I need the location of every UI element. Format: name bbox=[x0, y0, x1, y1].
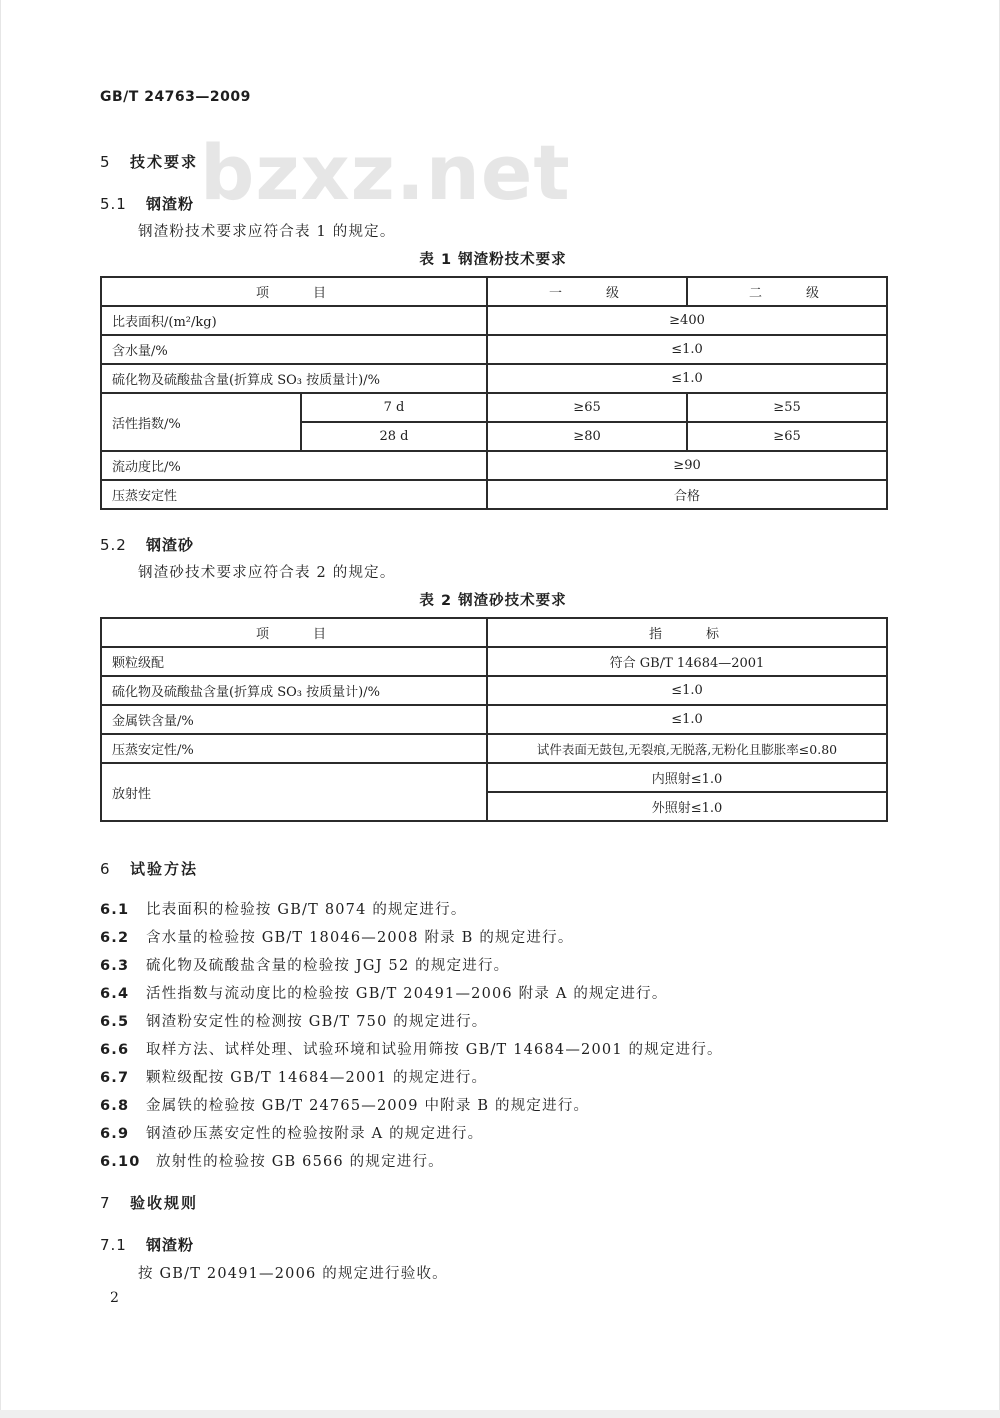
list-item bbox=[100, 954, 509, 975]
table-row bbox=[101, 306, 887, 335]
grade2-value: ≥55 bbox=[687, 393, 887, 422]
section-number: 5.2 bbox=[100, 536, 127, 554]
table-row bbox=[101, 763, 887, 792]
header-cell-grade1: 一 级 bbox=[487, 277, 687, 306]
row-value: ≤1.0 bbox=[487, 705, 887, 734]
item-text: 颗粒级配按 GB/T 14684—2001 的规定进行。 bbox=[146, 1070, 488, 1086]
row-label: 流动度比/% bbox=[101, 451, 487, 480]
header-cell-item: 项 目 bbox=[101, 618, 487, 647]
row-value: ≥400 bbox=[487, 306, 887, 335]
row-value: 符合 GB/T 14684—2001 bbox=[487, 647, 887, 676]
row-label: 颗粒级配 bbox=[101, 647, 487, 676]
age-cell: 7 d bbox=[301, 393, 487, 422]
section-number: 5.1 bbox=[100, 195, 127, 213]
watermark: bzxz.net bbox=[200, 128, 571, 217]
section-title: 钢渣砂 bbox=[146, 536, 195, 554]
header-cell-index: 指 标 bbox=[487, 618, 887, 647]
grade1-value: ≥80 bbox=[487, 422, 687, 451]
row-value: 合格 bbox=[487, 480, 887, 509]
section-title: 验收规则 bbox=[130, 1194, 199, 1212]
table-header-row bbox=[101, 277, 887, 306]
section-number: 6 bbox=[100, 860, 111, 878]
standard-code: GB/T 24763—2009 bbox=[100, 89, 251, 105]
item-number: 6.1 bbox=[100, 902, 130, 918]
list-item bbox=[100, 926, 574, 947]
row-label: 硫化物及硫酸盐含量(折算成 SO₃ 按质量计)/% bbox=[101, 676, 487, 705]
section-7-heading bbox=[100, 1192, 198, 1213]
item-number: 6.8 bbox=[100, 1098, 130, 1114]
item-number: 6.5 bbox=[100, 1014, 130, 1030]
list-item bbox=[100, 1066, 487, 1087]
table-row bbox=[101, 451, 887, 480]
row-value: ≤1.0 bbox=[487, 364, 887, 393]
item-number: 6.3 bbox=[100, 958, 130, 974]
list-item bbox=[100, 1038, 723, 1059]
section-title: 技术要求 bbox=[130, 153, 199, 171]
item-text: 硫化物及硫酸盐含量的检验按 JGJ 52 的规定进行。 bbox=[146, 958, 510, 974]
table-row bbox=[101, 480, 887, 509]
internal-exposure-value: 内照射≤1.0 bbox=[487, 763, 887, 792]
table-row bbox=[101, 647, 887, 676]
row-value: ≤1.0 bbox=[487, 335, 887, 364]
row-label: 压蒸安定性/% bbox=[101, 734, 487, 763]
row-label: 含水量/% bbox=[101, 335, 487, 364]
row-label: 比表面积/(m²/kg) bbox=[101, 306, 487, 335]
item-number: 6.7 bbox=[100, 1070, 130, 1086]
page-number: 2 bbox=[110, 1290, 119, 1306]
table-row bbox=[101, 364, 887, 393]
row-label: 压蒸安定性 bbox=[101, 480, 487, 509]
section-title: 钢渣粉 bbox=[146, 1236, 195, 1254]
item-number: 6.9 bbox=[100, 1126, 130, 1142]
row-label: 活性指数/% bbox=[101, 393, 301, 451]
external-exposure-value: 外照射≤1.0 bbox=[487, 792, 887, 821]
section-7-1-text: 按 GB/T 20491—2006 的规定进行验收。 bbox=[138, 1266, 448, 1282]
item-text: 含水量的检验按 GB/T 18046—2008 附录 B 的规定进行。 bbox=[146, 930, 574, 946]
item-text: 活性指数与流动度比的检验按 GB/T 20491—2006 附录 A 的规定进行。 bbox=[146, 986, 668, 1002]
item-text: 放射性的检验按 GB 6566 的规定进行。 bbox=[156, 1154, 444, 1170]
section-number: 7 bbox=[100, 1194, 111, 1212]
table-row bbox=[101, 705, 887, 734]
item-text: 钢渣砂压蒸安定性的检验按附录 A 的规定进行。 bbox=[146, 1126, 484, 1142]
list-item bbox=[100, 982, 668, 1003]
row-label: 金属铁含量/% bbox=[101, 705, 487, 734]
section-5-1-heading bbox=[100, 193, 194, 214]
item-number: 6.10 bbox=[100, 1154, 141, 1170]
item-number: 6.6 bbox=[100, 1042, 130, 1058]
list-item bbox=[100, 898, 467, 919]
section-number: 5 bbox=[100, 153, 111, 171]
row-value: 试件表面无鼓包,无裂痕,无脱落,无粉化且膨胀率≤0.80 bbox=[487, 734, 887, 763]
row-label: 硫化物及硫酸盐含量(折算成 SO₃ 按质量计)/% bbox=[101, 364, 487, 393]
list-item bbox=[100, 1150, 444, 1171]
list-item bbox=[100, 1010, 488, 1031]
row-label: 放射性 bbox=[101, 763, 487, 821]
section-title: 钢渣粉 bbox=[146, 195, 195, 213]
row-value: ≤1.0 bbox=[487, 676, 887, 705]
section-5-heading bbox=[100, 151, 198, 172]
grade1-value: ≥65 bbox=[487, 393, 687, 422]
section-6-heading bbox=[100, 858, 198, 879]
section-5-2-text: 钢渣砂技术要求应符合表 2 的规定。 bbox=[138, 565, 396, 581]
age-cell: 28 d bbox=[301, 422, 487, 451]
table-2 bbox=[100, 617, 888, 822]
table-row bbox=[101, 734, 887, 763]
item-text: 取样方法、试样处理、试验环境和试验用筛按 GB/T 14684—2001 的规定进行。 bbox=[146, 1042, 723, 1058]
table-1-caption: 表 1 钢渣粉技术要求 bbox=[419, 252, 567, 268]
row-value: ≥90 bbox=[487, 451, 887, 480]
table-2-caption: 表 2 钢渣砂技术要求 bbox=[419, 593, 567, 609]
item-text: 金属铁的检验按 GB/T 24765—2009 中附录 B 的规定进行。 bbox=[146, 1098, 590, 1114]
table-row bbox=[101, 676, 887, 705]
item-number: 6.4 bbox=[100, 986, 130, 1002]
table-1 bbox=[100, 276, 888, 510]
section-5-1-text: 钢渣粉技术要求应符合表 1 的规定。 bbox=[138, 224, 396, 240]
list-item bbox=[100, 1094, 589, 1115]
item-number: 6.2 bbox=[100, 930, 130, 946]
table-header-row bbox=[101, 618, 887, 647]
section-7-1-heading bbox=[100, 1234, 194, 1255]
table-row bbox=[101, 393, 887, 422]
item-text: 比表面积的检验按 GB/T 8074 的规定进行。 bbox=[146, 902, 467, 918]
section-number: 7.1 bbox=[100, 1236, 127, 1254]
header-cell-grade2: 二 级 bbox=[687, 277, 887, 306]
header-cell-item: 项 目 bbox=[101, 277, 487, 306]
grade2-value: ≥65 bbox=[687, 422, 887, 451]
list-item bbox=[100, 1122, 483, 1143]
table-row bbox=[101, 335, 887, 364]
page-bottom-edge bbox=[0, 1410, 1000, 1418]
section-title: 试验方法 bbox=[130, 860, 199, 878]
item-text: 钢渣粉安定性的检测按 GB/T 750 的规定进行。 bbox=[146, 1014, 488, 1030]
section-5-2-heading bbox=[100, 534, 194, 555]
